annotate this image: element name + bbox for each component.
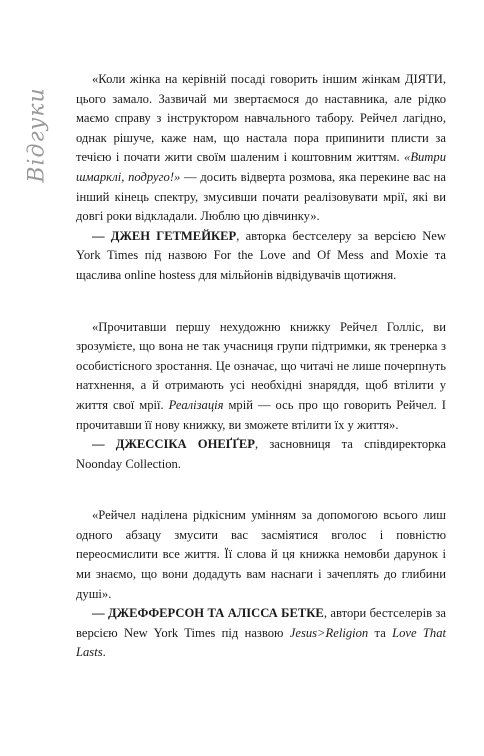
review-attribution [76, 604, 446, 663]
quote-italic-text: Реалізація [168, 397, 224, 412]
author-role: , засновниця та співдиректорка Noonday Collection. [76, 437, 446, 471]
quote-text: мрій — ось про що говорить Рейчел. І прочитавши її нову книжку, ви зможете втілити їх у життя». [76, 397, 446, 432]
author-role: , авторка бестселеру за версією New York Times під назвою For the Love and Of Mess and Moxie та щаслива online hostess для мільйонів відвідувачів щотижня. [76, 228, 446, 282]
quote-text: «Коли жінка на керівній посаді говорить іншим жінкам ДІЯТИ, цього замало. Зазвичай ми звертаємося до наставника, але рідко маємо справу з інструктором навчального табору. Рейчел лагідно, однак рішуче, каже нам, що настала пора припинити плисти за течією і почати жити своїм шаленим і коштовним життям. [76, 72, 446, 165]
reviews-column [76, 70, 446, 695]
author-role: , автори бестселерів за версією New York Times під назвою [76, 606, 446, 640]
book-title: Love That Lasts [76, 625, 446, 660]
author-name: — ДЖЕН ГЕТМЕЙКЕР [92, 228, 237, 243]
review-quote [76, 70, 446, 227]
quote-text: — досить відверта розмова, яка перекине вас на інший кінець спектру, змусивши почати реалізовувати мрії, які ви довгі роки відкладали. Люблю цю дівчинку». [76, 169, 446, 224]
quote-italic-text: «Витри шмарклі, подруго!» [76, 150, 446, 184]
review-3 [76, 506, 446, 663]
author-name: — ДЖЕССІКА ОНЕҐҐЕР [92, 437, 255, 452]
review-quote [76, 318, 446, 436]
book-title: Jesus>Religion [289, 625, 369, 640]
section-side-label-text: Відгуки [24, 87, 50, 183]
review-quote [76, 506, 446, 604]
review-attribution [76, 435, 446, 474]
section-side-label [22, 80, 52, 190]
quote-text: «Прочитавши першу нехудожню книжку Рейчел Голліс, ви зрозумієте, що вона не так учасниця групи підтримки, як тренерка з особистісного зростання. Це означає, що читачі не лише почерпнуть натхнення, а й отримають усі необхідні знаряддя, щоб втілити у життя свої мрії. [76, 319, 446, 412]
review-attribution [76, 227, 446, 286]
quote-text: «Рейчел наділена рідкісним умінням за допомогою всього лиш одного абзацу змусити вас засміятися вголос і повністю переосмислити все життя. Її слова й ця книжка немовби дарунок і ми знаємо, що вони додадуть вам наснаги і зачеплять до глибини душі». [76, 508, 446, 601]
author-name: — ДЖЕФФЕРСОН ТА АЛІССА БЕТКЕ [92, 606, 324, 621]
review-2 [76, 318, 446, 475]
author-role: . [102, 645, 106, 660]
author-role: та [368, 625, 393, 640]
review-1 [76, 70, 446, 286]
